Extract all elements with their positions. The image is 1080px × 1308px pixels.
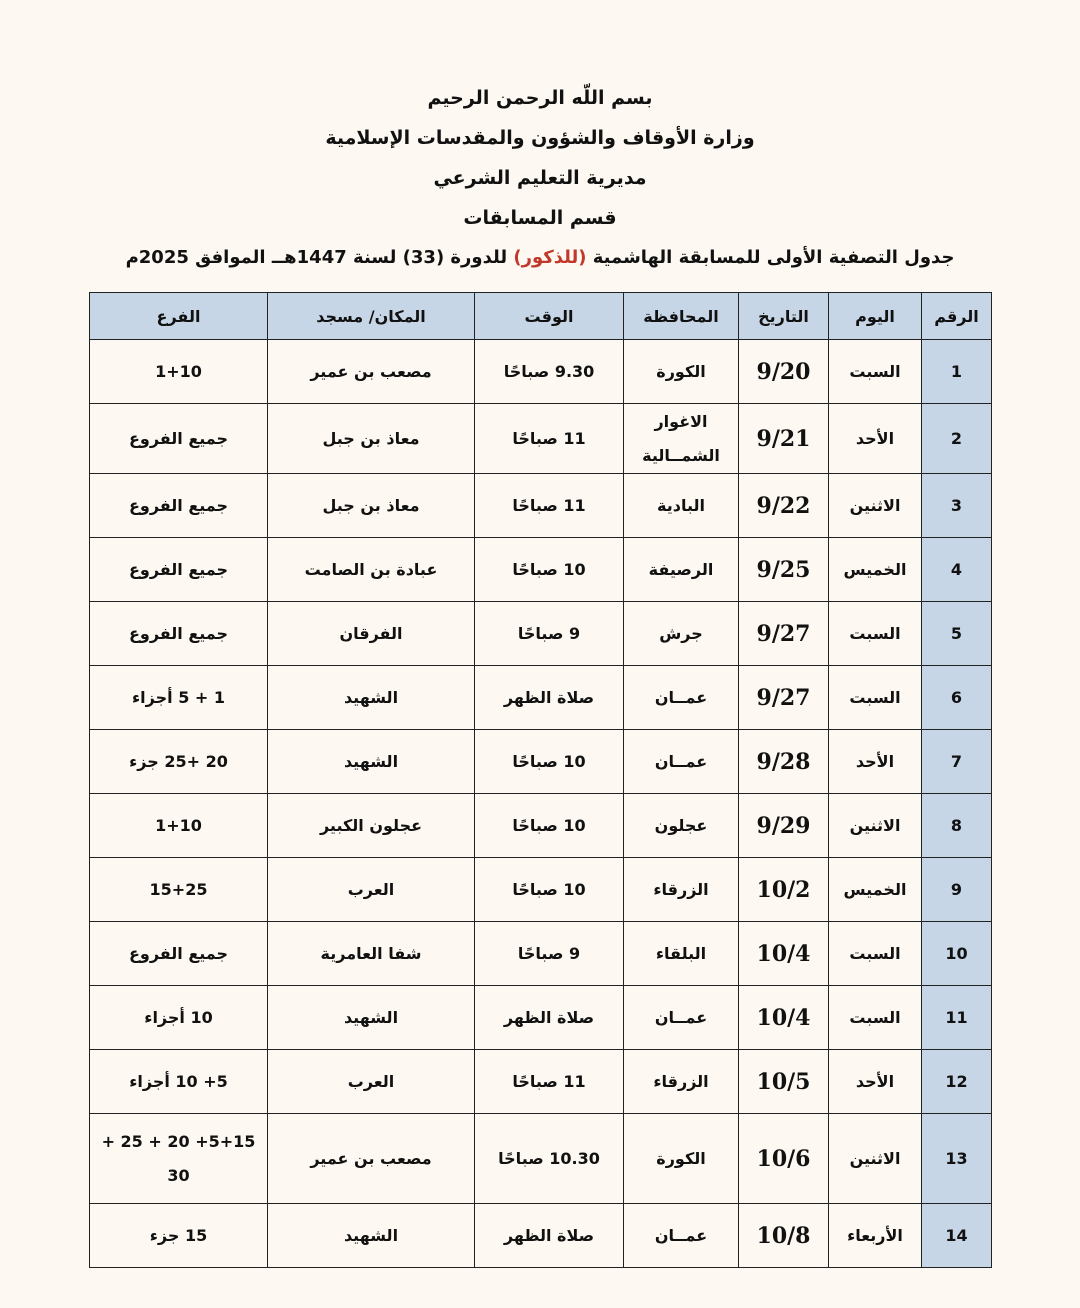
cell-date: 9/27 (739, 666, 829, 730)
schedule-title (90, 240, 990, 276)
cell-number: 2 (922, 404, 992, 474)
cell-day: السبت (829, 602, 922, 666)
cell-place: الشهيد (268, 1204, 475, 1268)
cell-branch: 5+15+ 20 + 25 + 30 (90, 1114, 268, 1204)
cell-place: عبادة بن الصامت (268, 538, 475, 602)
cell-governorate: جرش (624, 602, 739, 666)
cell-governorate: الزرقاء (624, 858, 739, 922)
cell-number: 13 (922, 1114, 992, 1204)
cell-number: 7 (922, 730, 992, 794)
column-header-time: الوقت (475, 293, 624, 340)
cell-time: 9 صباحًا (475, 602, 624, 666)
cell-date: 10/5 (739, 1050, 829, 1114)
cell-time: 9.30 صباحًا (475, 340, 624, 404)
column-header-place: المكان/ مسجد (268, 293, 475, 340)
cell-place: الشهيد (268, 730, 475, 794)
cell-governorate: البلقاء (624, 922, 739, 986)
cell-date: 9/20 (739, 340, 829, 404)
cell-branch: جميع الفروع (90, 602, 268, 666)
cell-day: الخميس (829, 538, 922, 602)
cell-day: الأحد (829, 1050, 922, 1114)
cell-number: 9 (922, 858, 992, 922)
cell-governorate: الرصيفة (624, 538, 739, 602)
column-header-day: اليوم (829, 293, 922, 340)
cell-governorate: عمــان (624, 986, 739, 1050)
cell-place: معاذ بن جبل (268, 404, 475, 474)
cell-number: 6 (922, 666, 992, 730)
cell-governorate: عمــان (624, 1204, 739, 1268)
table-row (90, 404, 992, 474)
column-header-number: الرقم (922, 293, 992, 340)
cell-place: معاذ بن جبل (268, 474, 475, 538)
table-row (90, 794, 992, 858)
cell-branch: جميع الفروع (90, 538, 268, 602)
table-row (90, 666, 992, 730)
cell-place: العرب (268, 858, 475, 922)
directorate-name: مديرية التعليم الشرعي (433, 167, 647, 189)
cell-branch: 1+10 (90, 794, 268, 858)
cell-time: صلاة الظهر (475, 1204, 624, 1268)
cell-time: 10 صباحًا (475, 858, 624, 922)
cell-day: الأربعاء (829, 1204, 922, 1268)
cell-branch: 1 + 5 أجزاء (90, 666, 268, 730)
cell-day: السبت (829, 340, 922, 404)
cell-number: 4 (922, 538, 992, 602)
cell-branch: 10 أجزاء (90, 986, 268, 1050)
cell-branch: جميع الفروع (90, 474, 268, 538)
table-row (90, 730, 992, 794)
cell-branch: جميع الفروع (90, 404, 268, 474)
cell-date: 10/6 (739, 1114, 829, 1204)
cell-day: السبت (829, 922, 922, 986)
cell-day: الاثنين (829, 1114, 922, 1204)
cell-governorate: عمــان (624, 730, 739, 794)
cell-number: 14 (922, 1204, 992, 1268)
cell-date: 9/25 (739, 538, 829, 602)
cell-date: 9/22 (739, 474, 829, 538)
basmala: بسم اللّه الرحمن الرحيم (427, 87, 653, 109)
cell-governorate: الاغوار الشمــالية (624, 404, 739, 474)
cell-date: 9/29 (739, 794, 829, 858)
table-row (90, 474, 992, 538)
title-highlight: (للذكور) (513, 247, 587, 268)
cell-time: 11 صباحًا (475, 404, 624, 474)
cell-governorate: الكورة (624, 1114, 739, 1204)
table-row (90, 1204, 992, 1268)
column-header-date: التاريخ (739, 293, 829, 340)
cell-day: الأحد (829, 404, 922, 474)
cell-governorate: الزرقاء (624, 1050, 739, 1114)
cell-governorate: البادية (624, 474, 739, 538)
cell-number: 10 (922, 922, 992, 986)
cell-place: الشهيد (268, 986, 475, 1050)
cell-branch: 1+10 (90, 340, 268, 404)
cell-date: 10/8 (739, 1204, 829, 1268)
table-row (90, 538, 992, 602)
cell-time: 10 صباحًا (475, 730, 624, 794)
cell-time: 11 صباحًا (475, 474, 624, 538)
cell-branch: 15+25 (90, 858, 268, 922)
cell-number: 8 (922, 794, 992, 858)
cell-place: مصعب بن عمير (268, 340, 475, 404)
cell-time: 10 صباحًا (475, 794, 624, 858)
cell-date: 9/21 (739, 404, 829, 474)
cell-date: 10/2 (739, 858, 829, 922)
cell-date: 10/4 (739, 986, 829, 1050)
cell-governorate: عمــان (624, 666, 739, 730)
cell-branch: 20 +25 جزء (90, 730, 268, 794)
cell-place: شفا العامرية (268, 922, 475, 986)
cell-number: 11 (922, 986, 992, 1050)
title-part-2: للدورة (33) لسنة 1447هــ الموافق 2025م (125, 247, 514, 268)
cell-day: السبت (829, 666, 922, 730)
cell-day: الأحد (829, 730, 922, 794)
cell-time: 10.30 صباحًا (475, 1114, 624, 1204)
cell-branch: 5+ 10 أجزاء (90, 1050, 268, 1114)
cell-day: الاثنين (829, 794, 922, 858)
cell-number: 3 (922, 474, 992, 538)
cell-time: صلاة الظهر (475, 986, 624, 1050)
cell-number: 5 (922, 602, 992, 666)
cell-number: 12 (922, 1050, 992, 1114)
table-row (90, 986, 992, 1050)
ministry-name: وزارة الأوقاف والشؤون والمقدسات الإسلامية (325, 127, 755, 149)
cell-place: الشهيد (268, 666, 475, 730)
cell-date: 9/27 (739, 602, 829, 666)
cell-time: 11 صباحًا (475, 1050, 624, 1114)
cell-place: العرب (268, 1050, 475, 1114)
title-part-1: جدول التصفية الأولى للمسابقة الهاشمية (586, 247, 955, 268)
cell-place: مصعب بن عمير (268, 1114, 475, 1204)
table-body (90, 340, 992, 1268)
cell-day: السبت (829, 986, 922, 1050)
table-row (90, 602, 992, 666)
cell-date: 10/4 (739, 922, 829, 986)
document-header (0, 78, 1080, 238)
department-name: قسم المسابقات (463, 207, 617, 229)
table-row (90, 1050, 992, 1114)
column-header-branch: الفرع (90, 293, 268, 340)
cell-day: الاثنين (829, 474, 922, 538)
table-header-row (90, 293, 992, 340)
table-row (90, 1114, 992, 1204)
column-header-governorate: المحافظة (624, 293, 739, 340)
cell-number: 1 (922, 340, 992, 404)
table-row (90, 340, 992, 404)
cell-time: 9 صباحًا (475, 922, 624, 986)
cell-time: صلاة الظهر (475, 666, 624, 730)
table-row (90, 858, 992, 922)
cell-branch: جميع الفروع (90, 922, 268, 986)
table-row (90, 922, 992, 986)
cell-branch: 15 جزء (90, 1204, 268, 1268)
cell-day: الخميس (829, 858, 922, 922)
cell-governorate: عجلون (624, 794, 739, 858)
cell-place: الفرقان (268, 602, 475, 666)
cell-place: عجلون الكبير (268, 794, 475, 858)
cell-date: 9/28 (739, 730, 829, 794)
schedule-table (89, 292, 992, 1268)
cell-governorate: الكورة (624, 340, 739, 404)
cell-time: 10 صباحًا (475, 538, 624, 602)
